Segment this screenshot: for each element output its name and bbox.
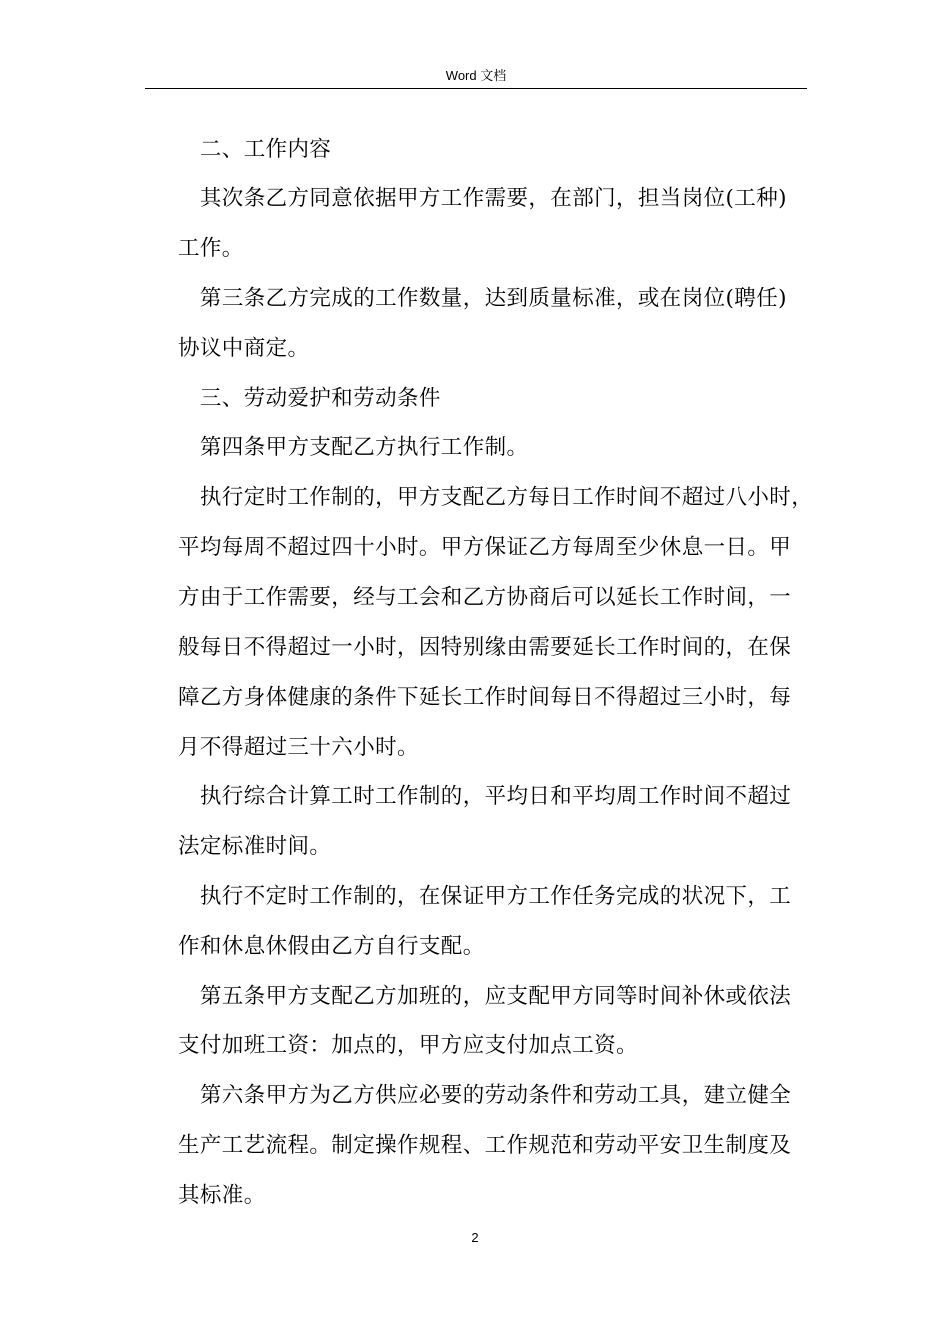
text-line: 平均每周不超过四十小时。甲方保证乙方每周至少休息一日。甲: [178, 535, 792, 560]
text-line: 协议中商定。: [178, 336, 310, 361]
text-line: 般每日不得超过一小时，因特别缘由需要延长工作时间的，在保: [178, 635, 792, 660]
text-line: 生产工艺流程。制定操作规程、工作规范和劳动平安卫生制度及: [178, 1133, 792, 1158]
text-line: 二、工作内容: [178, 137, 332, 162]
text-line: 第六条甲方为乙方供应必要的劳动条件和劳动工具，建立健全: [178, 1083, 792, 1108]
text-line: 第五条甲方支配乙方加班的，应支配甲方同等时间补休或依法: [178, 984, 792, 1009]
text-line: 三、劳动爱护和劳动条件: [178, 386, 441, 411]
text-line: 执行综合计算工时工作制的，平均日和平均周工作时间不超过: [178, 784, 792, 809]
text-line: 执行不定时工作制的，在保证甲方工作任务完成的状况下，工: [178, 884, 792, 909]
text-line: 支付加班工资：加点的，甲方应支付加点工资。: [178, 1033, 638, 1058]
text-line: 月不得超过三十六小时。: [178, 735, 419, 760]
header-divider: [145, 88, 807, 89]
text-line: 法定标准时间。: [178, 834, 332, 859]
text-line: 第三条乙方完成的工作数量，达到质量标准，或在岗位(聘任): [178, 286, 787, 311]
text-line: 障乙方身体健康的条件下延长工作时间每日不得超过三小时，每: [178, 685, 792, 710]
text-line: 第四条甲方支配乙方执行工作制。: [178, 435, 529, 460]
page-header-title: Word 文档: [445, 68, 507, 83]
text-line: 方由于工作需要，经与工会和乙方协商后可以延长工作时间，一: [178, 585, 792, 610]
text-line: 其次条乙方同意依据甲方工作需要，在部门，担当岗位(工种): [178, 186, 787, 211]
text-line: 执行定时工作制的，甲方支配乙方每日工作时间不超过八小时，: [178, 485, 814, 510]
page-number: 2: [471, 1230, 479, 1245]
text-line: 其标准。: [178, 1183, 266, 1208]
text-line: 工作。: [178, 236, 244, 261]
text-line: 作和休息休假由乙方自行支配。: [178, 934, 485, 959]
